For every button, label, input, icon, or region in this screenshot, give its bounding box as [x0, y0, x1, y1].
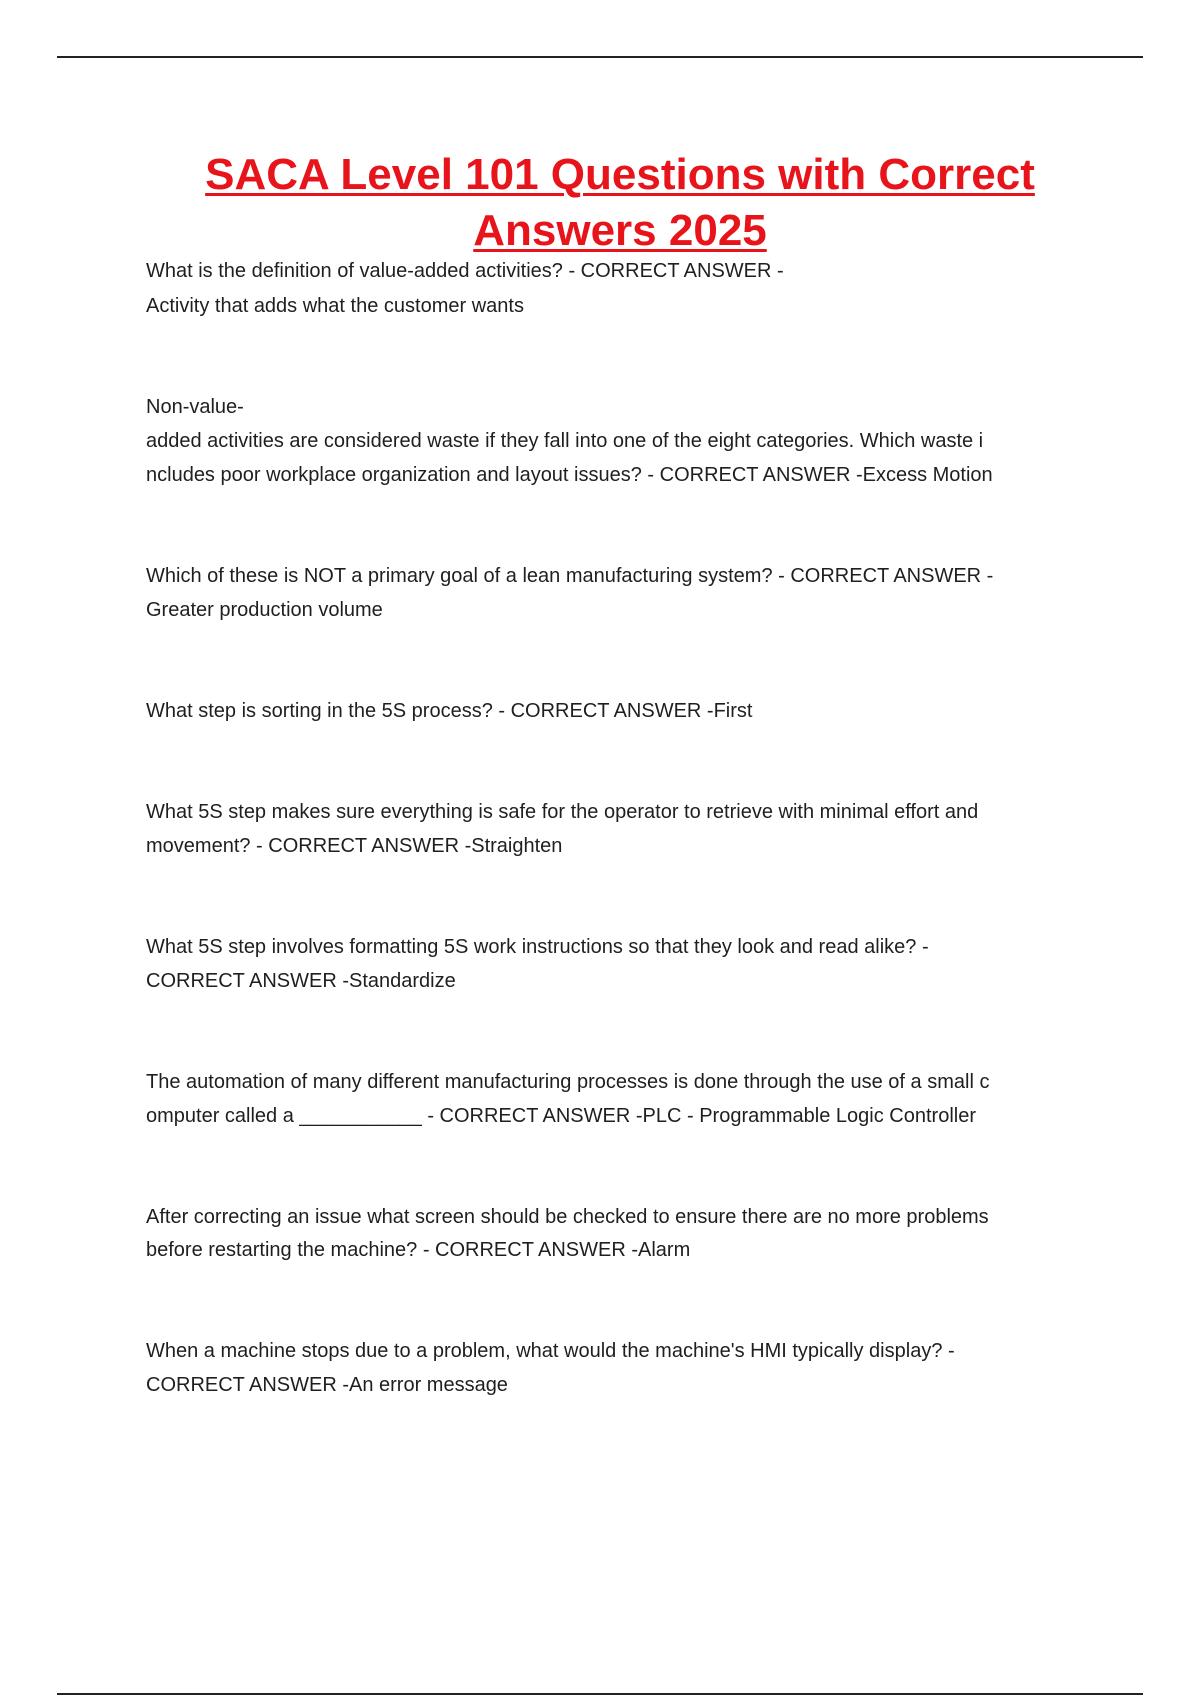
text-line: Non-value-	[146, 396, 244, 418]
text-line: What is the definition of value-added activities? - CORRECT ANSWER -	[146, 260, 784, 282]
text-line: added activities are considered waste if they fall into one of the eight categories. Which waste i	[146, 430, 984, 452]
text-line: What 5S step involves formatting 5S work instructions so that they look and read alike? -	[146, 936, 929, 958]
text-line: movement? - CORRECT ANSWER -Straighten	[146, 835, 563, 857]
text-line: Activity that adds what the customer wants	[146, 295, 524, 317]
text-line: When a machine stops due to a problem, what would the machine's HMI typically display? -	[146, 1340, 955, 1362]
top-rule	[57, 56, 1143, 58]
text-line: CORRECT ANSWER -Standardize	[146, 970, 456, 992]
bottom-rule	[57, 1693, 1143, 1695]
text-line: After correcting an issue what screen should be checked to ensure there are no more problems	[146, 1206, 989, 1228]
text-line: Greater production volume	[146, 599, 383, 621]
text-line: What 5S step makes sure everything is safe for the operator to retrieve with minimal effort and	[146, 801, 979, 823]
text-line: What step is sorting in the 5S process? - CORRECT ANSWER -First	[146, 700, 753, 722]
text-line: omputer called a ___________ - CORRECT ANSWER -PLC - Programmable Logic Controller	[146, 1105, 976, 1127]
document-title: SACA Level 101 Questions with Correct Answers 2025	[205, 150, 1035, 255]
text-line: Which of these is NOT a primary goal of a lean manufacturing system? - CORRECT ANSWER -	[146, 565, 994, 587]
text-line: ncludes poor workplace organization and layout issues? - CORRECT ANSWER -Excess Motion	[146, 464, 993, 486]
text-line: CORRECT ANSWER -An error message	[146, 1374, 508, 1396]
text-line: The automation of many different manufacturing processes is done through the use of a small c	[146, 1071, 990, 1093]
text-line: before restarting the machine? - CORRECT ANSWER -Alarm	[146, 1239, 691, 1261]
